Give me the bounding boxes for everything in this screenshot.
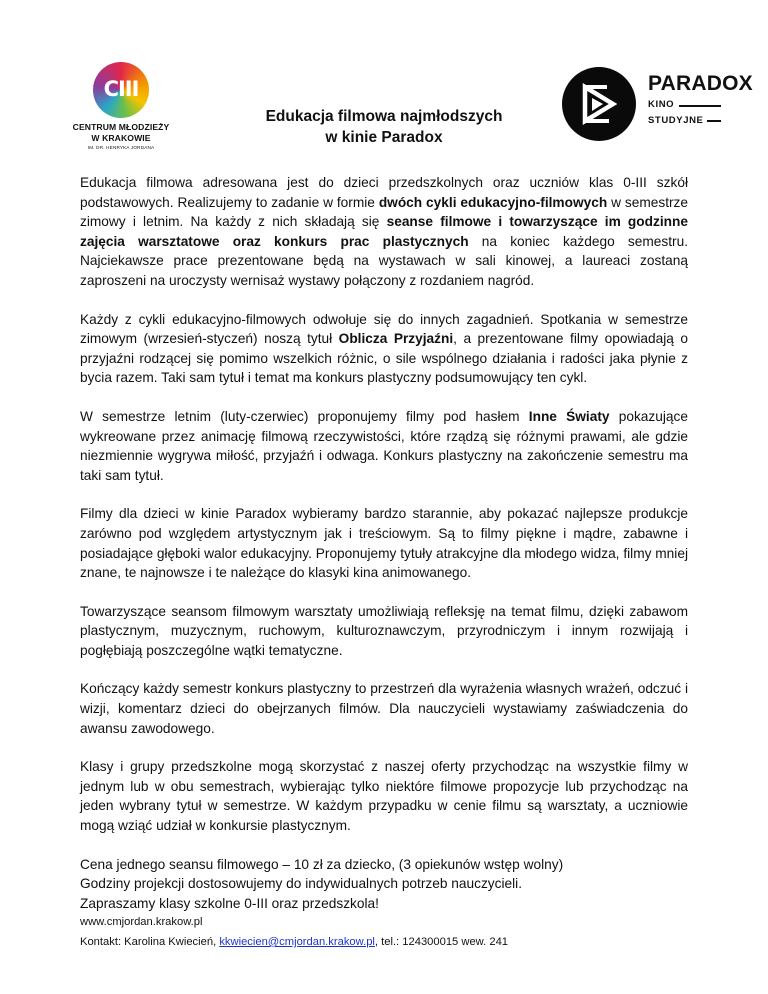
document-header [0, 0, 768, 170]
p1-bold-2: seanse filmowe i towarzyszące im godzinne zajęcia warsztatowe oraz konkurs prac plastycznych [80, 214, 688, 249]
paragraph-summer-cycle [80, 407, 688, 485]
cm-logo-mark: CIII [103, 77, 139, 101]
paragraph-workshops: Towarzyszące seansom filmowym warsztaty umożliwiają refleksję na temat filmu, dzięki zabawom plastycznym, muzycznym, ruchowym, kulturoznawczym, przyrodniczym i innym rozwijają i pogłębiają poszczególne wątki tematyczne. [80, 603, 688, 658]
p3-text-2: pokazujące wykreowane przez animację filmową rzeczywistości, które rządzą się różnymi prawami, ale gdzie niezmiennie wygrywa miłość, przyjaźń i odwaga. Konkurs plastyczny na zakończenie semestru ma taki sam tytuł. [80, 408, 688, 483]
contact-prefix: Kontakt: Karolina Kwiecień, [80, 936, 220, 948]
paradox-kino-label: KINO [648, 99, 675, 110]
p1-text-2: w semestrze zimowy i letnim. Na każdy z nich składają się [80, 194, 689, 230]
paradox-logo [562, 64, 753, 144]
p1-bold-1: dwóch cykli edukacyjno-filmowych [378, 194, 608, 210]
cm-logo-name-line2: W KRAKOWIE [91, 132, 151, 143]
document-body [80, 173, 688, 953]
paragraph-winter-cycle [80, 310, 688, 388]
p2-text-2: , a prezentowane filmy opowiadają o przyjaźni rodzącej się pomimo wszelkich różnic, o sile wspólnego działania i radości jaka płynie z bycia razem. Taki sam tytuł i temat ma konkurs plastyczny podsumowujący ten cykl. [80, 331, 688, 386]
paradox-emblem-icon [562, 67, 636, 141]
paradox-studyjne-label: STUDYJNE [648, 115, 704, 126]
p3-bold-1: Inne Światy [528, 408, 610, 424]
document-title-line2: w kinie Paradox [325, 129, 443, 146]
p1-text-1: Edukacja filmowa adresowana jest do dzieci przedszkolnych oraz uczniów klas 0-III szkół podstawowych. Realizujemy to zadanie w formie [80, 175, 688, 210]
contact-email-link[interactable]: kkwiecien@cmjordan.krakow.pl [219, 936, 375, 948]
paradox-rule-2 [707, 120, 721, 122]
paragraph-intro [80, 173, 688, 291]
p1-text-3: na koniec każdego semestru. Najciekawsze prace prezentowane będą na wystawach w sali kinowej, a laureaci zostaną zaproszeni na uroczysty wernisaż wystawy połączony z rozdaniem nagród. [80, 233, 688, 288]
cm-logo-name-line1: CENTRUM MŁODZIEŻY [72, 122, 170, 132]
centrum-mlodziezy-logo [62, 62, 180, 150]
contact-suffix: , tel.: 124300015 wew. 241 [374, 936, 509, 948]
p3-text-1: W semestrze letnim (luty-czerwiec) proponujemy filmy pod hasłem [80, 408, 529, 424]
p2-bold-1: Oblicza Przyjaźni [338, 331, 454, 347]
paradox-rule-1 [679, 105, 721, 107]
paradox-wordmark: PARADOX [648, 72, 753, 95]
document-title-line1: Edukacja filmowa najmłodszych [265, 108, 503, 125]
contact-line [80, 933, 688, 953]
cm-logo-subline: IM. DR. HENRYKA JORDANA [87, 145, 155, 150]
p2-text-1: Każdy z cykli edukacyjno-filmowych odwołuje się do innych zagadnień. Spotkania w semestrze zimowym (wrzesień-styczeń) noszą tytuł [80, 311, 688, 347]
paragraph-film-selection: Filmy dla dzieci w kinie Paradox wybieramy bardzo starannie, aby pokazać najlepsze produkcje zarówno pod względem artystycznym jak i treściowym. Są to filmy piękne i mądre, zabawne i posiadające głęboki walor edukacyjny. Proponujemy tytuły atrakcyjne dla młodego widza, filmy mniej znane, te najnowsze i te należące do klasyki kina animowanego. [80, 506, 688, 581]
document-title [200, 106, 568, 148]
closing-info [80, 855, 688, 953]
price-line: Cena jednego seansu filmowego – 10 zł za dziecko, (3 opiekunów wstęp wolny) [80, 856, 564, 872]
hours-line: Godziny projekcji dostosowujemy do indywidualnych potrzeb nauczycieli. [80, 876, 523, 892]
cm-logo-emblem [93, 62, 149, 118]
paragraph-participation: Klasy i grupy przedszkolne mogą skorzystać z naszej oferty przychodząc na wszystkie filmy w jednym lub w obu semestrach, wybierając tylko niektóre filmowe propozycje lub przychodząc na jeden wybrany tytuł w semestrze. W każdym przypadku w cenie filmu są warsztaty, a uczniowie mogą wziąć udział w konkursie plastycznym. [80, 759, 688, 834]
invite-line: Zapraszamy klasy szkolne 0-III oraz przedszkola! [80, 895, 379, 911]
paragraph-contest: Kończący każdy semestr konkurs plastyczny to przestrzeń dla wyrażenia własnych wrażeń, odczuć i wizji, komentarz dzieci do obejrzanych filmów. Dla nauczycieli wystawiamy zaświadczenia do awansu zawodowego. [80, 681, 688, 736]
website-link[interactable]: www.cmjordan.krakow.pl [80, 916, 203, 929]
cm-logo-name [62, 122, 180, 143]
